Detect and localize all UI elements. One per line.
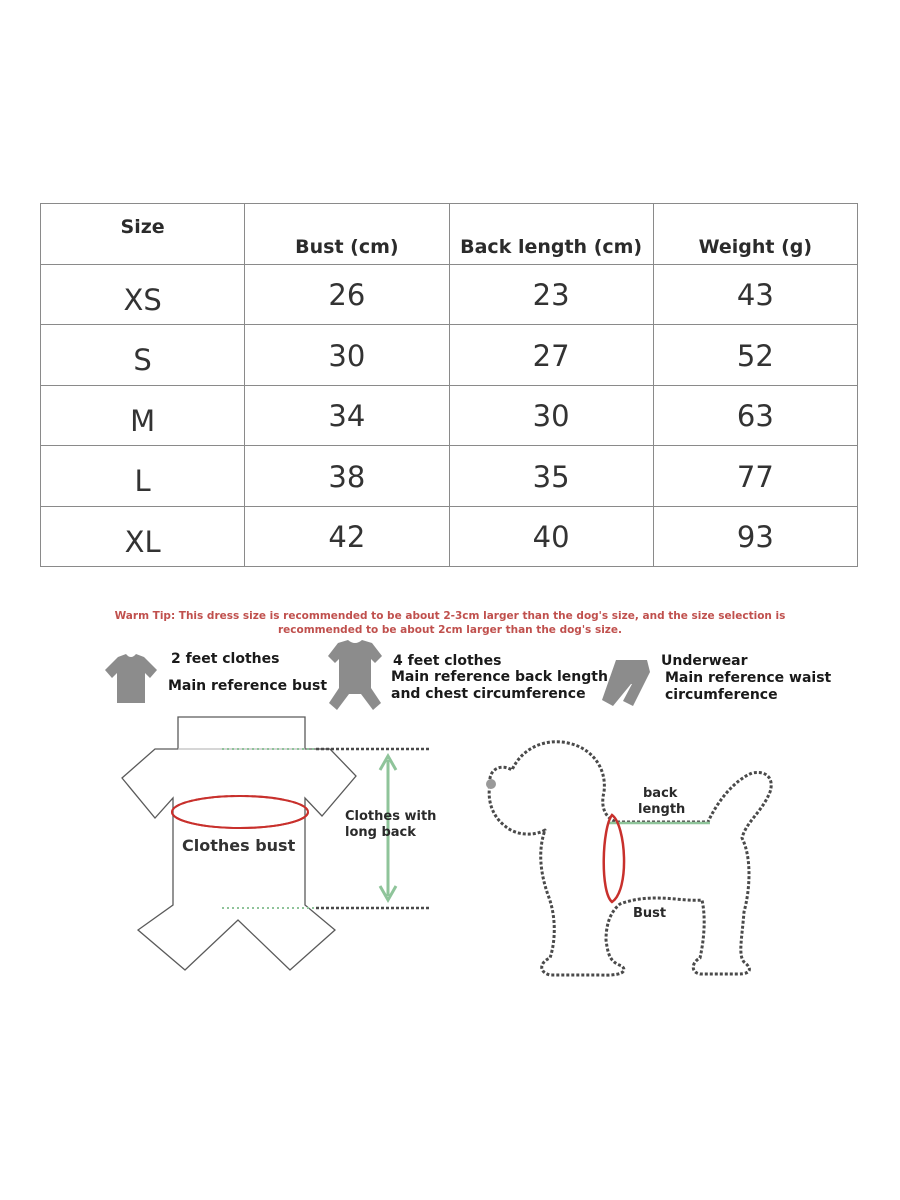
size-cell: M: [41, 385, 245, 445]
size-cell: S: [41, 325, 245, 385]
size-cell: XS: [41, 265, 245, 325]
dog-bust-label: Bust: [633, 906, 667, 921]
bust-cell: 26: [245, 265, 449, 325]
weight-cell: 63: [653, 385, 857, 445]
header-back-length: Back length (cm): [449, 204, 653, 265]
two-feet-clothes-icon: [105, 654, 157, 703]
back-length-cell: 27: [449, 325, 653, 385]
bust-cell: 38: [245, 446, 449, 506]
four-feet-clothes-icon: [328, 640, 382, 710]
underwear-desc-line1: Main reference waist: [665, 670, 832, 686]
back-length-cell: 30: [449, 385, 653, 445]
size-cell: L: [41, 446, 245, 506]
four-feet-desc-line2: and chest circumference: [391, 686, 586, 702]
underwear-icon: [602, 660, 650, 706]
dog-nose-icon: [486, 779, 496, 789]
bust-cell: 34: [245, 385, 449, 445]
dog-back-label-line2: length: [638, 802, 686, 817]
back-length-cell: 35: [449, 446, 653, 506]
clothes-bust-label: Clothes bust: [182, 836, 296, 855]
weight-cell: 77: [653, 446, 857, 506]
back-length-cell: 23: [449, 265, 653, 325]
two-feet-desc: Main reference bust: [168, 678, 328, 694]
bust-cell: 42: [245, 506, 449, 566]
clothes-bust-dash: [172, 796, 308, 812]
four-feet-title: 4 feet clothes: [393, 653, 502, 669]
dog-back-label-line1: back: [643, 786, 678, 801]
underwear-desc-line2: circumference: [665, 687, 778, 703]
dog-outline: [489, 742, 771, 975]
size-cell: XL: [41, 506, 245, 566]
weight-cell: 43: [653, 265, 857, 325]
two-feet-title: 2 feet clothes: [171, 651, 280, 667]
four-feet-desc-line1: Main reference back length: [391, 669, 608, 685]
back-length-cell: 40: [449, 506, 653, 566]
underwear-title: Underwear: [661, 653, 748, 669]
header-bust: Bust (cm): [245, 204, 449, 265]
header-weight: Weight (g): [653, 204, 857, 265]
clothes-back-label-line2: long back: [345, 825, 416, 840]
weight-cell: 93: [653, 506, 857, 566]
clothes-back-label-line1: Clothes with: [345, 809, 437, 824]
clothes-bust-solid: [172, 812, 308, 828]
dog-bust-loop: [604, 815, 624, 902]
warm-tip-text: Warm Tip: This dress size is recommended to be about 2-3cm larger than the dog's size, and the size selection is recommended to be about 2cm larger than the dog's size.: [114, 610, 786, 636]
weight-cell: 52: [653, 325, 857, 385]
header-size: Size: [41, 204, 245, 265]
bust-cell: 30: [245, 325, 449, 385]
